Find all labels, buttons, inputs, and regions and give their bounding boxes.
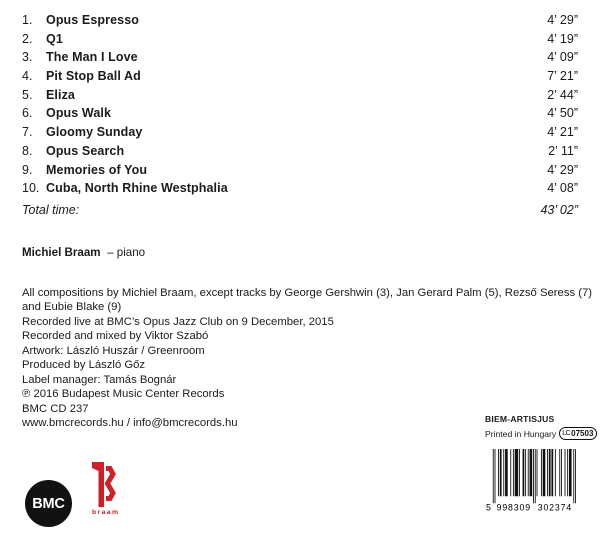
barcode-lead-digit: 5	[486, 502, 491, 512]
track-row	[22, 13, 578, 32]
credit-line: Recorded live at BMC’s Opus Jazz Club on 9 December, 2015	[22, 315, 334, 328]
credit-line: All compositions by Michiel Braam, except tracks by George Gershwin (3), Jan Gerard Palm (5), Rezső Seress (7)	[22, 287, 593, 299]
track-title: Cuba, North Rhine Westphalia	[46, 181, 228, 196]
credit-line: Produced by László Gőz	[22, 359, 146, 372]
track-row	[22, 69, 578, 88]
credit-line: ℗ 2016 Budapest Music Center Records	[22, 388, 225, 401]
track-duration: 4’ 50”	[547, 106, 578, 121]
track-title: Opus Espresso	[46, 13, 139, 27]
track-title: Eliza	[46, 87, 75, 102]
track-row	[22, 163, 578, 182]
artist-name: Michiel Braam	[22, 246, 101, 259]
credit-line: www.bmcrecords.hu / info@bmcrecords.hu	[22, 417, 238, 430]
artist-instrument: – piano	[107, 246, 146, 259]
printed-row	[485, 427, 597, 440]
track-title: Opus Search	[46, 143, 125, 158]
barcode-bars	[493, 449, 576, 503]
track-list	[22, 13, 578, 200]
track-row	[22, 125, 578, 144]
total-time-spacer	[79, 203, 540, 217]
credit-line: BMC CD 237	[22, 402, 89, 415]
label-code-badge	[559, 427, 597, 440]
track-title: Q1	[46, 31, 63, 46]
track-duration: 2’ 11”	[548, 143, 578, 158]
label-code-letters: LC	[562, 429, 571, 437]
label-code-number: 07503	[571, 428, 594, 438]
total-time-label: Total time:	[22, 203, 80, 217]
track-duration: 4’ 29”	[547, 162, 578, 177]
rights-block	[485, 414, 597, 440]
credit-line: and Eubie Blake (9)	[22, 301, 122, 314]
barcode-right-digits: 302374	[537, 502, 573, 512]
track-number: 7.	[22, 125, 33, 140]
total-time-value: 43’ 02”	[540, 203, 578, 217]
track-row	[22, 144, 578, 163]
artist-line	[22, 246, 145, 259]
track-title: Pit Stop Ball Ad	[46, 69, 141, 84]
barcode	[484, 449, 576, 512]
track-duration: 4’ 19”	[547, 31, 578, 46]
track-row	[22, 32, 578, 51]
track-number: 9.	[22, 162, 33, 177]
barcode-image	[484, 449, 576, 512]
track-number: 10.	[22, 181, 40, 196]
credit-line: Artwork: László Huszár / Greenroom	[22, 344, 205, 357]
rights-society: BIEM-ARTISJUS	[485, 414, 555, 424]
track-row	[22, 88, 578, 107]
total-time-row	[22, 203, 578, 217]
barcode-left-digits: 998309	[496, 502, 532, 512]
track-number: 6.	[22, 106, 33, 121]
track-duration: 4’ 21”	[547, 125, 578, 140]
track-row	[22, 181, 578, 200]
track-row	[22, 106, 578, 125]
track-number: 4.	[22, 69, 33, 84]
track-title: Gloomy Sunday	[46, 125, 143, 140]
track-duration: 7’ 21”	[547, 69, 578, 84]
track-row	[22, 50, 578, 69]
credits-block	[22, 286, 592, 431]
track-duration: 4’ 29”	[547, 13, 578, 27]
track-duration: 2’ 44”	[547, 87, 578, 102]
track-duration: 4’ 08”	[547, 181, 578, 196]
bmc-records-logo	[25, 480, 72, 527]
track-title: Memories of You	[46, 162, 148, 177]
printed-in: Printed in Hungary	[485, 428, 557, 439]
braam-logo-icon	[91, 461, 117, 509]
track-title: The Man I Love	[46, 50, 138, 65]
track-number: 8.	[22, 143, 33, 158]
track-number: 1.	[22, 13, 33, 27]
braam-wordmark: braam	[92, 509, 120, 516]
track-duration: 4’ 09”	[547, 50, 578, 65]
credit-line: Label manager: Tamás Bognár	[22, 373, 177, 386]
track-number: 3.	[22, 50, 33, 65]
track-number: 5.	[22, 87, 33, 102]
credit-line: Recorded and mixed by Viktor Szabó	[22, 330, 209, 343]
bmc-logo-text: BMC	[32, 495, 65, 512]
track-title: Opus Walk	[46, 106, 112, 121]
track-number: 2.	[22, 31, 33, 46]
